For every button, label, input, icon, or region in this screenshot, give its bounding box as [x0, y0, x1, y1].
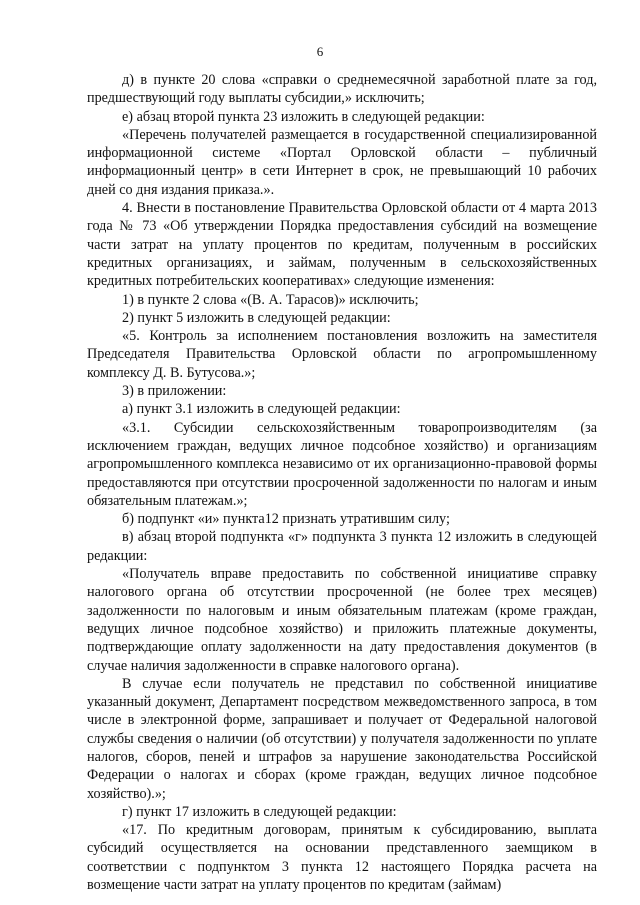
paragraph-quote-interagency-request: В случае если получатель не представил по собственной инициативе указанный документ, Департамент посредством межведомственного запроса, в том числе в электронной форме, запрашивает и получает от Федеральной налоговой службы сведения о наличии (об отсутствии) у получателя задолженности по уплате налогов, сборов, пеней и штрафов за нарушение законодательства Российской Федерации о налогах и сборах (кроме граждан, ведущих личное подсобное хозяйство).»; — [87, 675, 597, 802]
paragraph-item-a: а) пункт 3.1 изложить в следующей редакции: — [122, 401, 401, 418]
paragraph-quote-tax-certificate: «Получатель вправе предоставить по собственной инициативе справку налогового органа об отсутствии просроченной (не более трех месяцев) задолженности по налоговым и иным обязательным платежам (кроме граждан, ведущих личное подсобное хозяйство) и приложить платежные документы, подтверждающие оплату задолженности на дату предоставления документов (в случае наличия задолженности в справке налогового органа). — [87, 566, 597, 674]
paragraph-item-e: е) абзац второй пункта 23 изложить в следующей редакции: — [122, 108, 485, 125]
paragraph-quote-item-17: «17. По кредитным договорам, принятым к субсидированию, выплата субсидий осуществляется на основании представленного заемщиком в соответствии с подпунктом 3 пункта 12 настоящего Порядка расчета на возмещение части затрат на уплату процентов по кредитам (займам) — [87, 822, 597, 894]
paragraph-quote-recipients-list: «Перечень получателей размещается в государственной специализированной информационной системе «Портал Орловской области – публичный информационный центр» в сети Интернет в срок, не превышающий 10 рабочих дней со дня издания приказа.». — [87, 126, 597, 198]
paragraph-subitem-1: 1) в пункте 2 слова «(В. А. Тарасов)» исключить; — [122, 291, 419, 308]
paragraph-item-v: в) абзац второй подпункта «г» подпункта 3 пункта 12 изложить в следующей редакции: — [87, 529, 597, 564]
paragraph-section-4: 4. Внести в постановление Правительства Орловской области от 4 марта 2013 года № 73 «Об утверждении Порядка предоставления субсидий на возмещение части затрат на уплату процентов по кредитам, полученным в российских кредитных организациях, и займам, полученным в сельскохозяйственных кредитных потребительских кооперативах» следующие изменения: — [87, 200, 597, 290]
paragraph-quote-item-5: «5. Контроль за исполнением постановления возложить на заместителя Председателя Правительства Орловской области по агропромышленному комплексу Д. В. Бутусова.»; — [87, 328, 597, 381]
paragraph-item-g: г) пункт 17 изложить в следующей редакции: — [122, 803, 397, 820]
paragraph-item-b: б) подпункт «и» пункта12 признать утратившим силу; — [122, 511, 450, 528]
page-number: 6 — [316, 44, 324, 59]
paragraph-item-d: д) в пункте 20 слова «справки о среднемесячной заработной плате за год, предшествующий году выплаты субсидии,» исключить; — [87, 72, 597, 107]
paragraph-subitem-3: 3) в приложении: — [122, 383, 227, 400]
document-body — [87, 71, 597, 894]
paragraph-subitem-2: 2) пункт 5 изложить в следующей редакции: — [122, 309, 391, 326]
paragraph-quote-item-3-1: «3.1. Субсидии сельскохозяйственным товаропроизводителям (за исключением граждан, ведущих личное подсобное хозяйство) и организациям агропромышленного комплекса независимо от их организационно-правовой формы предоставляются при отсутствии просроченной задолженности по налогам и иным обязательным платежам.»; — [87, 419, 597, 509]
